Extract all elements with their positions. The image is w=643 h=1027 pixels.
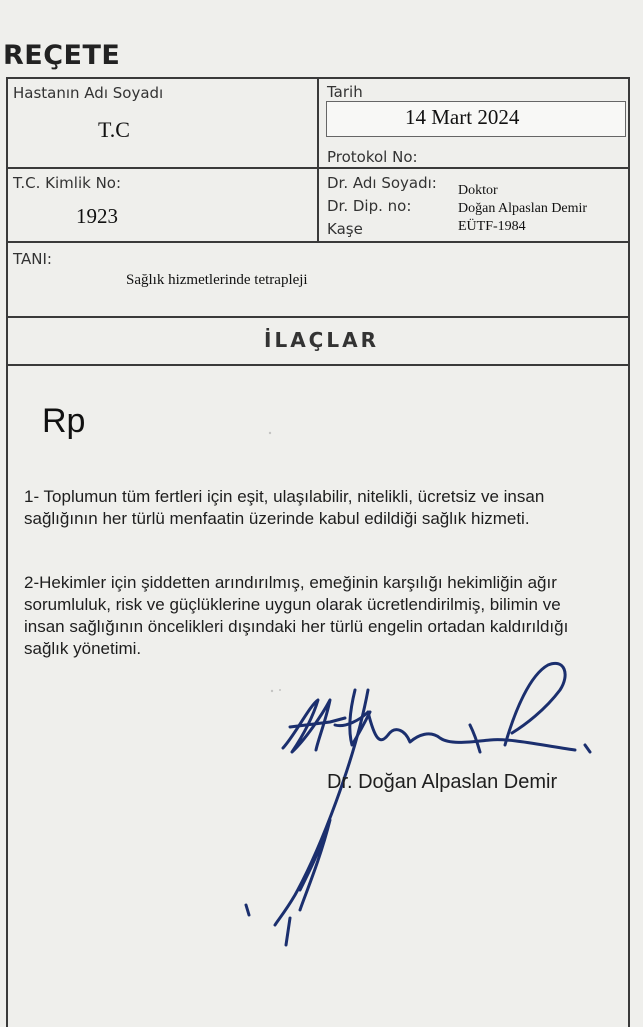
diagnosis-label: TANI: xyxy=(13,250,52,268)
medicines-heading: İLAÇLAR xyxy=(264,328,379,352)
protocol-label: Protokol No: xyxy=(327,148,418,166)
stamp-label: Kaşe xyxy=(327,220,363,238)
diagnosis-value: Sağlık hizmetlerinde tetrapleji xyxy=(126,272,308,288)
doctor-dip-value: EÜTF-1984 xyxy=(458,219,526,234)
tc-id-value: 1923 xyxy=(76,204,118,228)
prescription-item-1: 1- Toplumun tüm fertleri için eşit, ulaşılabilir, nitelikli, ücretsiz ve insan sağlığının her türlü menfaatin üzerinde kabul edildiği sağlık hizmeti. xyxy=(24,487,545,528)
doctor-dip-label: Dr. Dip. no: xyxy=(327,197,412,215)
prescription-item-2: 2-Hekimler için şiddetten arındırılmış, emeğinin karşılığı hekimliğin ağır sorumluluk, risk ve güçlüklerine uygun olarak ücretlendirilmiş, bilimin ve insan sağlığının öncelikleri dışındaki her türlü engelin ortadan kaldırıldığı sağlık yönetimi. xyxy=(24,573,569,658)
form-title: REÇETE xyxy=(3,40,121,71)
patient-name-label: Hastanın Adı Soyadı xyxy=(13,84,164,102)
date-label: Tarih xyxy=(327,83,363,101)
date-value: 14 Mart 2024 xyxy=(405,105,520,129)
rp-symbol: Rp xyxy=(42,402,86,440)
patient-name-value: T.C xyxy=(98,117,130,142)
doctor-name-label: Dr. Adı Soyadı: xyxy=(327,174,437,192)
signature-name: Dr. Doğan Alpaslan Demir xyxy=(327,771,558,793)
doctor-name-value: Doğan Alpaslan Demir xyxy=(458,201,588,216)
doctor-title-value: Doktor xyxy=(458,183,498,198)
tc-id-label: T.C. Kimlik No: xyxy=(13,174,122,192)
